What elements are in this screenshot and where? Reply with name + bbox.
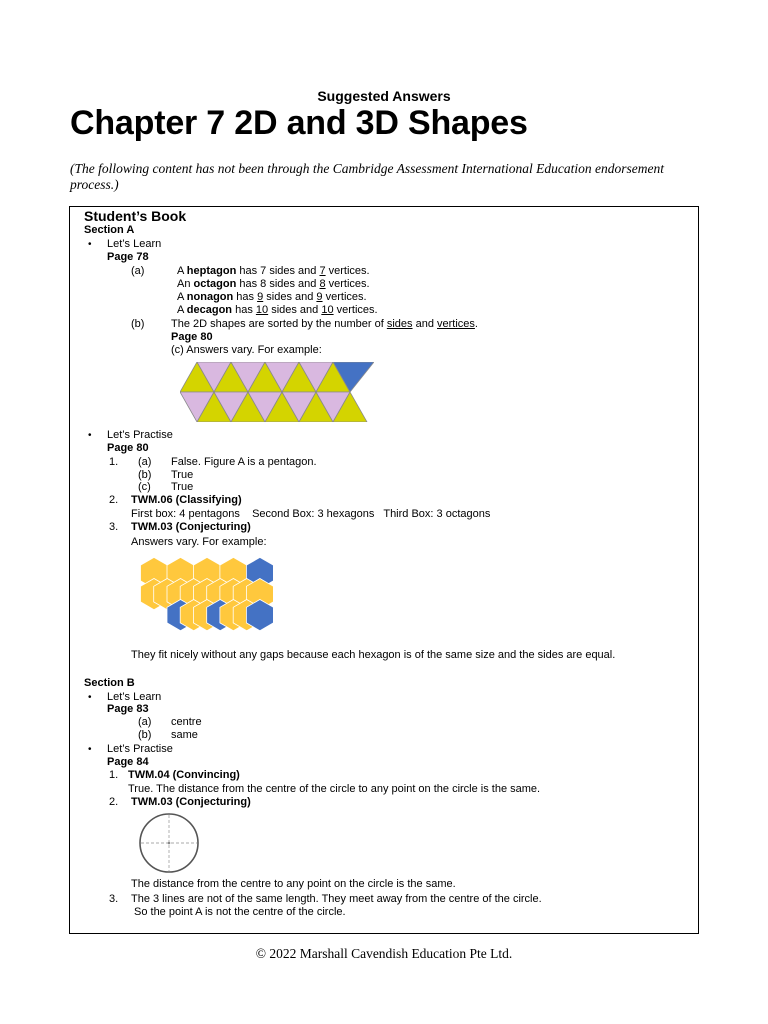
nonagon-line: A nonagon has 9 sides and 9 vertices. [177, 291, 367, 303]
page-78-label: Page 78 [107, 251, 149, 263]
lets-learn-label-b: Let’s Learn [107, 691, 162, 703]
item-c-text: (c) Answers vary. For example: [171, 344, 322, 356]
bullet: • [88, 744, 92, 755]
b-a-marker: (a) [138, 716, 152, 728]
q1a-text: False. Figure A is a pentagon. [171, 456, 317, 468]
q1c-marker: (c) [138, 481, 151, 493]
q2-text: First box: 4 pentagons Second Box: 3 hexagons Third Box: 3 octagons [131, 508, 491, 520]
q1b-text: True [171, 469, 194, 481]
page-84-label: Page 84 [107, 756, 149, 768]
section-a-heading: Section A [84, 224, 135, 236]
subtitle: Suggested Answers [317, 88, 451, 104]
endorsement-note: (The following content has not been through the Cambridge Assessment International Education endorsement process.) [70, 161, 664, 192]
circle-diagram [138, 812, 200, 874]
b-q2-text: The distance from the centre to any point on the circle is the same. [131, 878, 456, 890]
lets-practise-label-b: Let’s Practise [107, 743, 173, 755]
heptagon-line: A heptagon has 7 sides and 7 vertices. [177, 265, 370, 277]
b-q3-number: 3. [109, 893, 119, 905]
q2-number: 2. [109, 494, 119, 506]
q3-number: 3. [109, 521, 119, 533]
b-q1-number: 1. [109, 769, 119, 781]
page-title: Chapter 7 2D and 3D Shapes [70, 104, 528, 142]
copyright-footer: © 2022 Marshall Cavendish Education Pte Ltd. [255, 946, 513, 961]
page-80-label: Page 80 [171, 331, 213, 343]
b-q2-number: 2. [109, 796, 119, 808]
q1b-marker: (b) [138, 469, 152, 481]
bullet: • [88, 430, 92, 441]
item-b-marker: (b) [131, 318, 145, 330]
lets-practise-label: Let’s Practise [107, 429, 173, 441]
section-b-heading: Section B [84, 677, 135, 689]
q3-text: Answers vary. For example: [131, 536, 267, 548]
q1a-marker: (a) [138, 456, 152, 468]
lets-learn-label: Let’s Learn [107, 238, 162, 250]
b-q3-line1: The 3 lines are not of the same length. They meet away from the centre of the circle. [131, 893, 542, 905]
b-b-marker: (b) [138, 729, 152, 741]
item-b-text: The 2D shapes are sorted by the number of sides and vertices. [171, 318, 478, 330]
b-q1-text: True. The distance from the centre of the circle to any point on the circle is the same. [128, 783, 541, 795]
q3-explanation: They fit nicely without any gaps because each hexagon is of the same size and the sides are equal. [131, 649, 616, 661]
q1-number: 1. [109, 456, 119, 468]
b-q1-title: TWM.04 (Convincing) [128, 769, 240, 781]
bullet: • [88, 692, 92, 703]
b-a-text: centre [171, 716, 202, 728]
practise-page-80-label: Page 80 [107, 442, 149, 454]
octagon-line: An octagon has 8 sides and 8 vertices. [177, 278, 370, 290]
q3-title: TWM.03 (Conjecturing) [131, 521, 251, 533]
triangle-tessellation-figure [180, 362, 374, 422]
hexagon-tessellation-figure [132, 556, 362, 646]
b-q2-title: TWM.03 (Conjecturing) [131, 796, 251, 808]
page-83-label: Page 83 [107, 703, 149, 715]
q2-title: TWM.06 (Classifying) [131, 494, 242, 506]
b-q3-line2: So the point A is not the centre of the circle. [134, 906, 346, 918]
item-a-marker: (a) [131, 265, 145, 277]
students-book-heading: Student’s Book [84, 208, 187, 224]
bullet: • [88, 239, 92, 250]
decagon-line: A decagon has 10 sides and 10 vertices. [177, 304, 378, 316]
b-b-text: same [171, 729, 198, 741]
centre-point [168, 842, 171, 845]
q1c-text: True [171, 481, 194, 493]
